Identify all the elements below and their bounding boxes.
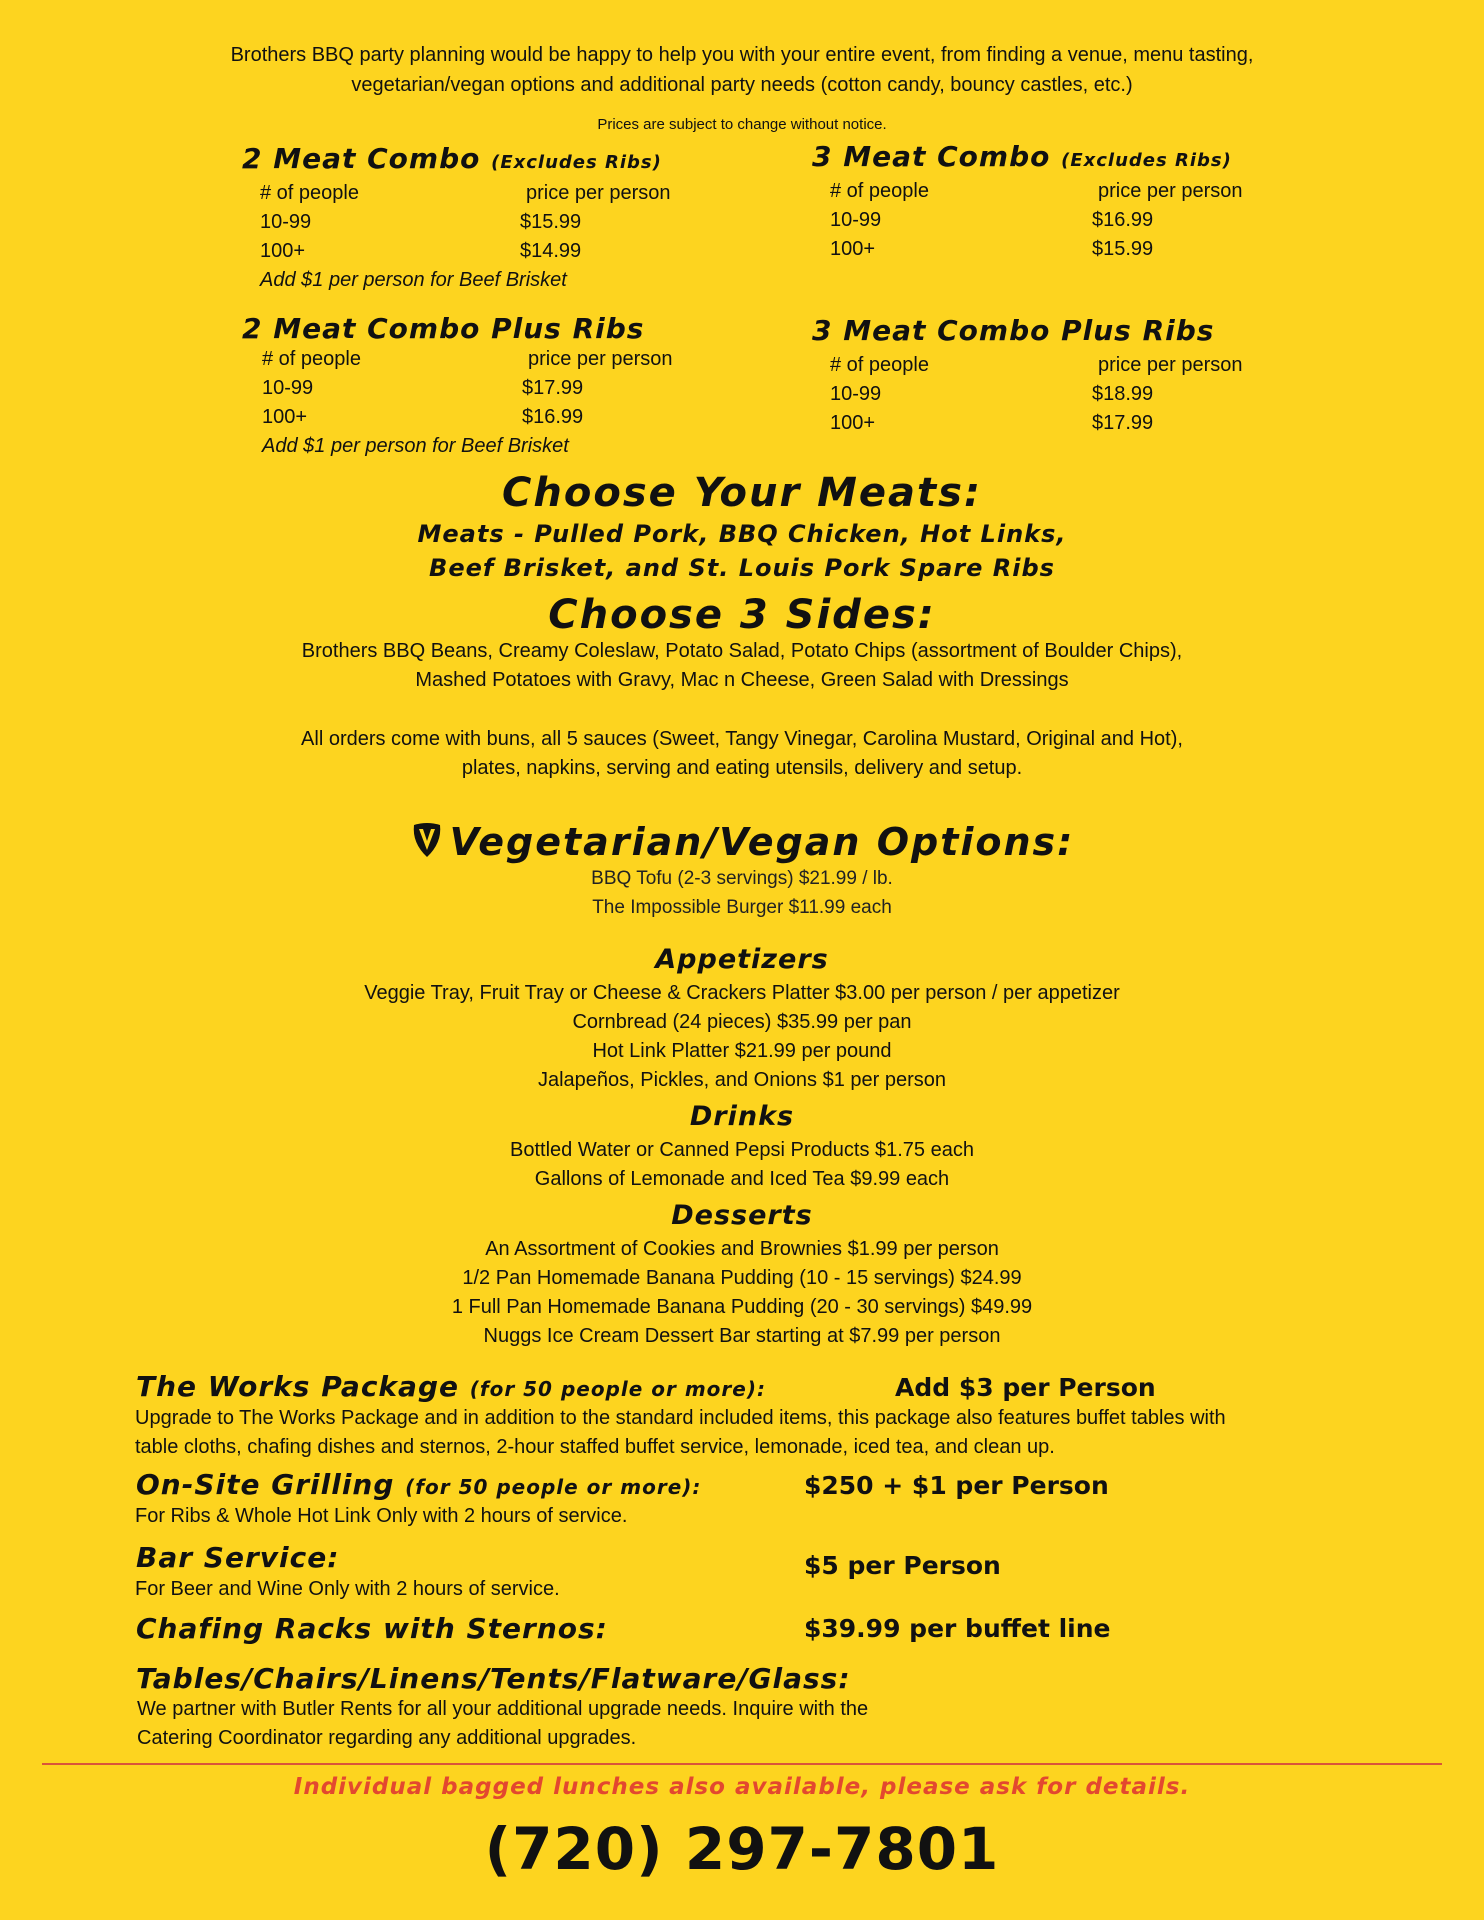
- grilling-description: For Ribs & Whole Hot Link Only with 2 hours of service.: [135, 1505, 628, 1527]
- combo-2-meat-plus-ribs: [242, 312, 762, 461]
- list-item: Jalapeños, Pickles, and Onions $1 per person: [537, 1069, 947, 1091]
- appetizers-list: [0, 979, 1484, 1095]
- phone-number: (720) 297-7801: [484, 1815, 1000, 1883]
- included-line-2: plates, napkins, serving and eating utensils, delivery and setup.: [461, 757, 1023, 779]
- desserts-heading: Desserts: [671, 1200, 813, 1231]
- intro-line-1: Brothers BBQ party planning would be happy to help you with your entire event, from finding a venue, menu tasting,: [230, 44, 1254, 66]
- grilling-title: On-Site Grilling (for 50 people or more):: [136, 1468, 702, 1501]
- works-price: Add $3 per Person: [895, 1373, 1156, 1402]
- combo-row: 100+ $15.99: [830, 238, 1154, 260]
- combo-row: 100+ $16.99: [262, 406, 584, 428]
- combo-row: 10-99 $15.99: [260, 211, 582, 233]
- list-item: Veggie Tray, Fruit Tray or Cheese & Crackers Platter $3.00 per person / per appetizer: [364, 982, 1120, 1004]
- combo-title: 2 Meat Combo (Excludes Ribs): [242, 142, 662, 175]
- combo-row: 10-99 $18.99: [830, 383, 1154, 405]
- rentals-title: Tables/Chairs/Linens/Tents/Flatware/Glass:: [136, 1662, 851, 1695]
- combo-row: 100+ $17.99: [830, 412, 1154, 434]
- combo-3-meat-plus-ribs: [812, 314, 1332, 438]
- footer-divider: [42, 1763, 1442, 1765]
- combo-row: 100+ $14.99: [260, 240, 582, 262]
- intro-text: [0, 40, 1484, 100]
- grilling-price: $250 + $1 per Person: [804, 1471, 1109, 1500]
- chafing-price: $39.99 per buffet line: [804, 1614, 1111, 1643]
- drinks-list: [0, 1136, 1484, 1194]
- list-item: 1 Full Pan Homemade Banana Pudding (20 - 30 servings) $49.99: [451, 1296, 1033, 1318]
- list-item: 1/2 Pan Homemade Banana Pudding (10 - 15 servings) $24.99: [462, 1267, 1022, 1289]
- sides-list: [0, 637, 1484, 695]
- combo-row: 10-99 $17.99: [262, 377, 584, 399]
- combo-3-meat: [812, 140, 1332, 264]
- combo-header-row: # of people price per person: [262, 348, 673, 370]
- intro-line-2: vegetarian/vegan options and additional party needs (cotton candy, bouncy castles, etc.): [351, 74, 1133, 96]
- works-title: The Works Package (for 50 people or more):: [136, 1370, 766, 1403]
- sides-line-1: Brothers BBQ Beans, Creamy Coleslaw, Potato Salad, Potato Chips (assortment of Boulder Chips),: [301, 640, 1183, 662]
- appetizers-heading: Appetizers: [655, 944, 829, 975]
- included-items: [0, 725, 1484, 783]
- list-item: Hot Link Platter $21.99 per pound: [592, 1040, 892, 1062]
- grilling-subtitle: (for 50 people or more):: [405, 1475, 702, 1499]
- list-item: BBQ Tofu (2-3 servings) $21.99 / lb.: [591, 868, 893, 889]
- desserts-list: [0, 1235, 1484, 1351]
- price-note: Prices are subject to change without notice.: [597, 116, 887, 133]
- combo-row: 10-99 $16.99: [830, 209, 1154, 231]
- combo-title: 2 Meat Combo Plus Ribs: [242, 312, 645, 345]
- combo-subtitle: (Excludes Ribs): [1061, 150, 1232, 171]
- list-item: Gallons of Lemonade and Iced Tea $9.99 each: [534, 1168, 950, 1190]
- combo-addon: Add $1 per person for Beef Brisket: [260, 269, 567, 291]
- included-line-1: All orders come with buns, all 5 sauces (Sweet, Tangy Vinegar, Carolina Mustard, Original and Hot),: [301, 728, 1183, 750]
- meats-line-2: Beef Brisket, and St. Louis Pork Spare Ribs: [429, 554, 1055, 582]
- list-item: The Impossible Burger $11.99 each: [592, 897, 892, 918]
- list-item: Bottled Water or Canned Pepsi Products $1.75 each: [510, 1139, 974, 1161]
- combo-addon: Add $1 per person for Beef Brisket: [262, 435, 569, 457]
- combo-header-row: # of people price per person: [830, 180, 1243, 202]
- combo-title: 3 Meat Combo Plus Ribs: [812, 314, 1215, 347]
- sides-heading: Choose 3 Sides:: [548, 592, 936, 638]
- works-subtitle: (for 50 people or more):: [469, 1377, 766, 1401]
- v-shield-icon: [410, 821, 444, 859]
- sides-line-2: Mashed Potatoes with Gravy, Mac n Cheese, Green Salad with Dressings: [415, 669, 1069, 691]
- list-item: Nuggs Ice Cream Dessert Bar starting at $7.99 per person: [483, 1325, 1001, 1347]
- combo-title: 3 Meat Combo (Excludes Ribs): [812, 140, 1232, 173]
- combo-subtitle: (Excludes Ribs): [491, 152, 662, 173]
- drinks-heading: Drinks: [689, 1101, 795, 1132]
- rentals-description: We partner with Butler Rents for all your additional upgrade needs. Inquire with the Catering Coordinator regarding any additional upgrades.: [137, 1698, 869, 1749]
- combo-2-meat: [242, 142, 762, 295]
- list-item: Cornbread (24 pieces) $35.99 per pan: [572, 1011, 912, 1033]
- combo-header-row: # of people price per person: [260, 182, 671, 204]
- bagged-lunch-note: Individual bagged lunches also available, please ask for details.: [293, 1774, 1191, 1800]
- list-item: An Assortment of Cookies and Brownies $1.99 per person: [485, 1238, 999, 1260]
- meats-heading: Choose Your Meats:: [502, 470, 982, 516]
- works-description: Upgrade to The Works Package and in addition to the standard included items, this package also features buffet tables with table cloths, chafing dishes and sternos, 2-hour staffed buffet service, lemonade, iced tea, and clean up.: [135, 1407, 1226, 1458]
- bar-title: Bar Service:: [136, 1541, 340, 1574]
- vegetarian-heading-text: Vegetarian/Vegan Options:: [449, 820, 1075, 864]
- vegetarian-list: [0, 864, 1484, 922]
- vegetarian-heading: [0, 820, 1484, 864]
- combo-header-row: # of people price per person: [830, 354, 1243, 376]
- meats-line-1: Meats - Pulled Pork, BBQ Chicken, Hot Links,: [417, 520, 1067, 548]
- bar-price: $5 per Person: [804, 1551, 1001, 1580]
- bar-description: For Beer and Wine Only with 2 hours of service.: [135, 1578, 560, 1600]
- chafing-title: Chafing Racks with Sternos:: [136, 1612, 608, 1645]
